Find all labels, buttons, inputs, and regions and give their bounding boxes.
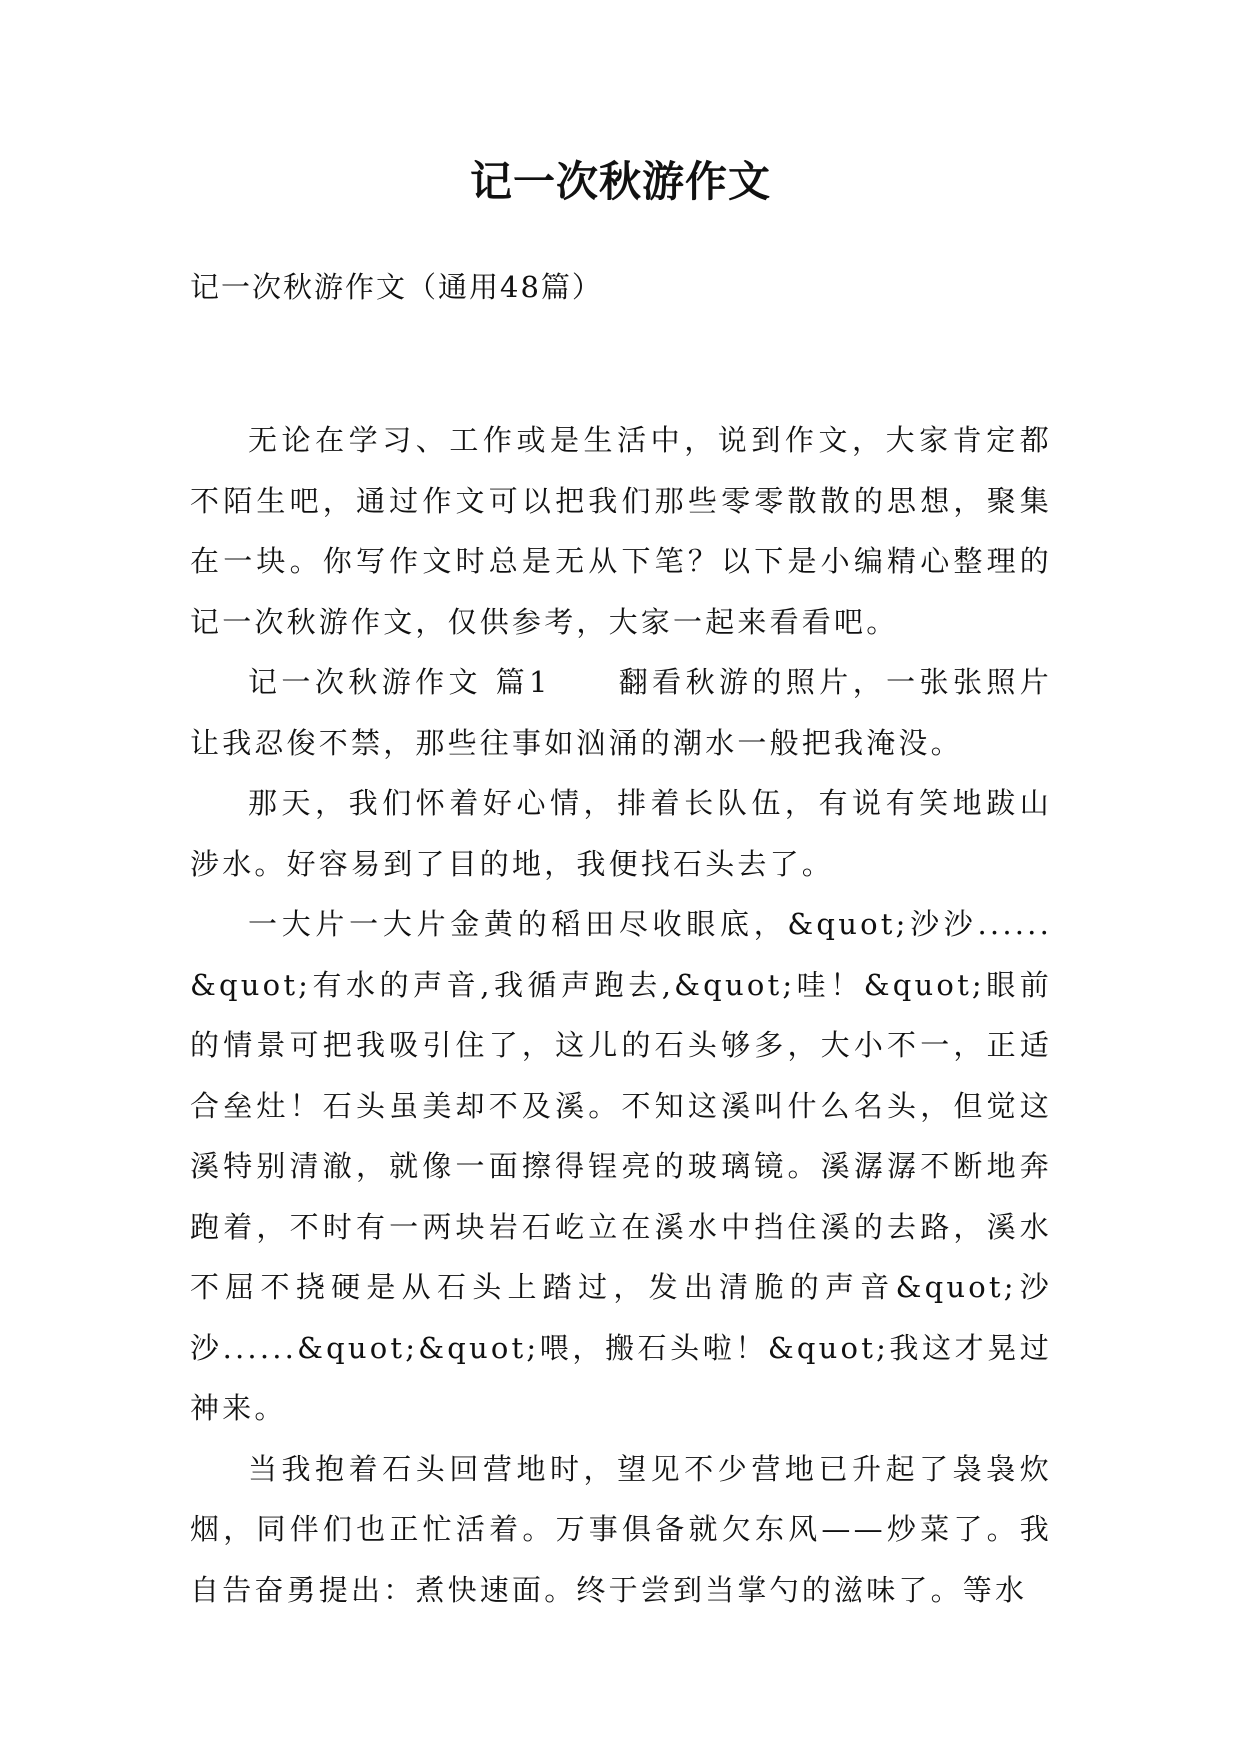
paragraph-cooking: 当我抱着石头回营地时，望见不少营地已升起了袅袅炊烟，同伴们也正忙活着。万事俱备就欠东风——炒菜了。我自告奋勇提出：煮快速面。终于尝到当掌勺的滋味了。等水 [190,1451,1052,1607]
document-title: 记一次秋游作文 [469,157,771,206]
document-subtitle: 记一次秋游作文（通用48篇） [190,270,603,304]
paragraph-intro: 无论在学习、工作或是生活中，说到作文，大家肯定都不陌生吧，通过作文可以把我们那些零零散散的思想，聚集在一块。你写作文时总是无从下笔？以下是小编精心整理的记一次秋游作文，仅供参考，大家一起来看看吧。 [190,423,1052,639]
document-body [190,410,1052,1620]
paragraph-trip-start: 那天，我们怀着好心情，排着长队伍，有说有笑地跋山涉水。好容易到了目的地，我便找石头去了。 [190,786,1052,881]
paragraph-stream: 一大片一大片金黄的稻田尽收眼底，&quot;沙沙......&quot;有水的声音,我循声跑去,&quot;哇！&quot;眼前的情景可把我吸引住了，这儿的石头够多，大小不一，正适合垒灶！石头虽美却不及溪。不知这溪叫什么名头，但觉这溪特别清澈，就像一面擦得锃亮的玻璃镜。溪潺潺不断地奔跑着，不时有一两块岩石屹立在溪水中挡住溪的去路，溪水不屈不挠硬是从石头上踏过，发出清脆的声音&quot;沙沙......&quot;&quot;喂，搬石头啦！&quot;我这才晃过神来。 [190,907,1052,1425]
paragraph-essay-1-opening: 记一次秋游作文 篇1 翻看秋游的照片，一张张照片让我忍俊不禁，那些往事如汹涌的潮水一般把我淹没。 [190,665,1052,760]
